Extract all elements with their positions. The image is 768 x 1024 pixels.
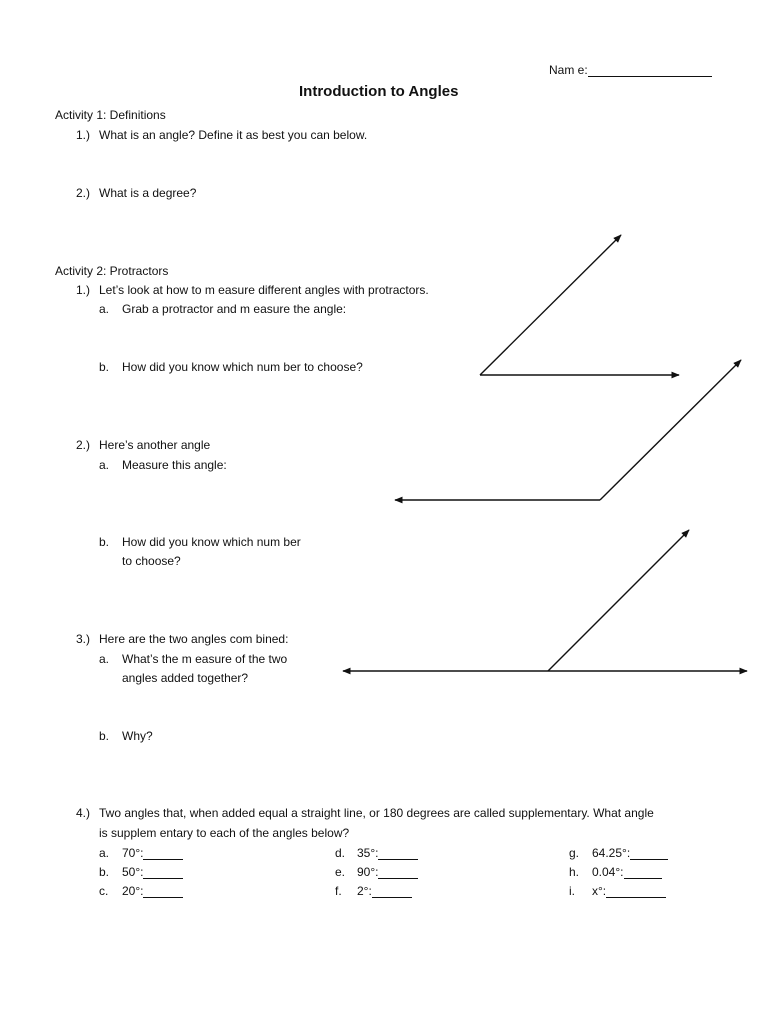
- supp-item-letter: i.: [569, 884, 575, 898]
- a2-q1b-letter: b.: [99, 360, 110, 374]
- supp-item-value: 2°:: [357, 884, 372, 898]
- a2-q2a-letter: a.: [99, 458, 110, 472]
- a2-q1-text: Let’s look at how to m easure different angles with protractors.: [99, 283, 429, 297]
- supp-item-value: 64.25°:: [592, 846, 631, 860]
- supp-item-value: x°:: [592, 884, 607, 898]
- a2-q1b-text: How did you know which num ber to choose?: [122, 360, 363, 374]
- a2-q2b-letter: b.: [99, 535, 110, 549]
- a1-q1-number: 1.): [76, 128, 91, 142]
- a1-q2-text: What is a degree?: [99, 186, 197, 200]
- a2-q4-number: 4.): [76, 806, 91, 820]
- a2-q2b-line1: How did you know which num ber: [122, 535, 301, 549]
- a2-q1-number: 1.): [76, 283, 91, 297]
- a2-q2-text: Here’s another angle: [99, 438, 211, 452]
- supp-item-value: 70°:: [122, 846, 144, 860]
- supp-item-letter: h.: [569, 865, 580, 879]
- supp-item-letter: g.: [569, 846, 580, 860]
- a2-q4-line2: is supplem entary to each of the angles below?: [99, 826, 350, 840]
- angle-1-ray-up: [480, 235, 621, 375]
- a2-q3a-line1: What’s the m easure of the two: [122, 652, 288, 666]
- a2-q1a-text: Grab a protractor and m easure the angle:: [122, 302, 347, 316]
- a2-q3-text: Here are the two angles com bined:: [99, 632, 289, 646]
- supp-item-letter: e.: [335, 865, 346, 879]
- supp-item-value: 90°:: [357, 865, 379, 879]
- a2-q3a-letter: a.: [99, 652, 110, 666]
- supp-item-letter: f.: [335, 884, 342, 898]
- supp-item-value: 0.04°:: [592, 865, 624, 879]
- a2-q2b-line2: to choose?: [122, 554, 181, 568]
- activity1-heading: Activity 1: Definitions: [55, 108, 166, 122]
- a2-q1a-letter: a.: [99, 302, 110, 316]
- a2-q3b-letter: b.: [99, 729, 110, 743]
- page-title: Introduction to Angles: [299, 83, 459, 100]
- supp-item-value: 35°:: [357, 846, 379, 860]
- a2-q3b-text: Why?: [122, 729, 153, 743]
- angle-2-figure: [395, 360, 741, 500]
- a2-q2a-text: Measure this angle:: [122, 458, 227, 472]
- supp-item-letter: b.: [99, 865, 110, 879]
- angle-2-ray-up: [600, 360, 741, 500]
- name-label: Nam e:: [549, 63, 588, 77]
- combined-ray-up: [548, 530, 689, 671]
- a2-q2-number: 2.): [76, 438, 91, 452]
- supp-item-letter: c.: [99, 884, 109, 898]
- angle-1-figure: [480, 235, 679, 375]
- supp-item-value: 50°:: [122, 865, 144, 879]
- a1-q2-number: 2.): [76, 186, 91, 200]
- a2-q3a-line2: angles added together?: [122, 671, 249, 685]
- a1-q1-text: What is an angle? Define it as best you can below.: [99, 128, 368, 142]
- combined-angles-figure: [343, 530, 747, 671]
- supp-item-letter: d.: [335, 846, 346, 860]
- a2-q3-number: 3.): [76, 632, 91, 646]
- a2-q4-line1: Two angles that, when added equal a straight line, or 180 degrees are called supplementary. What angle: [99, 806, 654, 820]
- activity2-heading: Activity 2: Protractors: [55, 264, 169, 278]
- supp-item-value: 20°:: [122, 884, 144, 898]
- supp-item-letter: a.: [99, 846, 110, 860]
